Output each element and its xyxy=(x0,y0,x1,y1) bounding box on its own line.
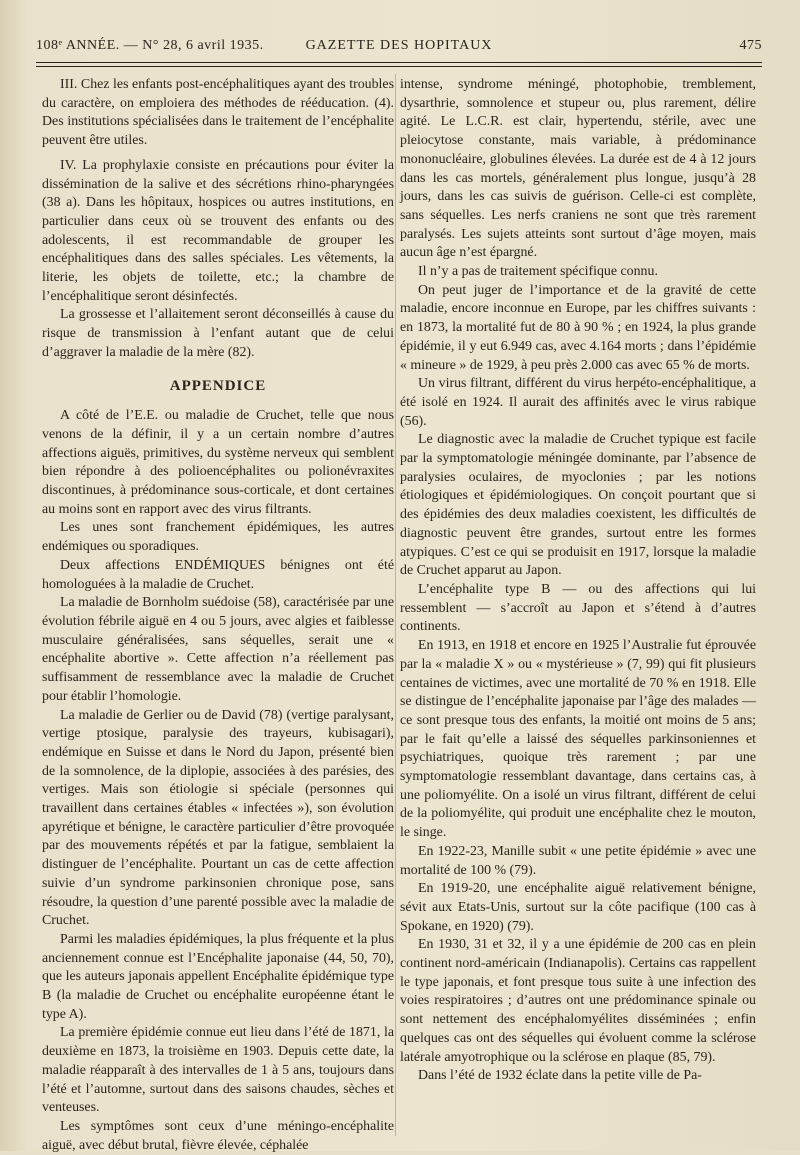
paragraph: En 1913, en 1918 et encore en 1925 l’Australie fut éprouvée par la « maladie X » ou « mystérieuse » (7, 99) qui fit plusieurs centaines de victimes, avec une mortalité de 70 % en 1918. Elle se distingue de l’encéphalite japonaise par l’âge des malades — ce sont presque tous des enfants, la moitié ont moins de 5 ans; par le fait qu’elle a laissé des séquelles parkinsoniennes et psychiatriques, quoique très rarement ; par une symptomatologie ressemblant davantage, dans certains cas, à une poliomyélite. On a isolé un virus filtrant, différent de celui de la poliomyélite, qui produit une encéphalite chez le mouton, le singe. xyxy=(400,638,756,841)
paragraph: III. Chez les enfants post-encéphalitiques ayant des troubles du caractère, on emploiera des méthodes de rééducation. (4). Des institutions spécialisées dans le traitement de l’encéphalite peuvent être utiles. xyxy=(42,77,394,149)
paragraph: La maladie de Bornholm suédoise (58), caractérisée par une évolution fébrile aiguë en 4 ou 5 jours, avec algies et faiblesse musculaire généralisées, sans séquelles, serait une « encéphalite abortive ». Cette affection n’a réellement pas suffisamment de ressemblance avec la maladie de Cruchet pour établir l’homologie. xyxy=(42,595,394,704)
paragraph: A côté de l’E.E. ou maladie de Cruchet, telle que nous venons de la définir, il y a un certain nombre d’autres affections aiguës, primitives, du système nerveux qui semblent bien répondre à des polioencéphalites ou polionévraxites discontinues, à prédominance sous-corticale, et dont certaines au moins sont en rapport avec des virus filtrants. xyxy=(42,408,394,517)
paragraph: L’encéphalite type B — ou des affections qui lui ressemblent — s’accroît au Japon et s’étend à d’autres continents. xyxy=(400,581,756,635)
section-heading: APPENDICE xyxy=(169,377,267,394)
right-column xyxy=(400,76,756,1086)
paragraph: En 1922-23, Manille subit « une petite épidémie » avec une mortalité de 100 % (79). xyxy=(400,843,756,878)
paragraph: Parmi les maladies épidémiques, la plus fréquente et la plus anciennement connue est l’Encéphalite japonaise (44, 50, 70), que les auteurs japonais appellent Encéphalite épidémique type B (la maladie de Cruchet ou encéphalite européenne étant le type A). xyxy=(42,931,394,1022)
paragraph: On peut juger de l’importance et de la gravité de cette maladie, encore inconnue en Europe, par les chiffres suivants : en 1873, la mortalité fut de 80 à 90 % ; en 1924, la plus grande épidémie, il y eut 6.949 cas, avec 4.164 morts ; dans l’épidémie « mineure » de 1929, à peu près 2.000 cas avec 65 % de morts. xyxy=(400,282,756,373)
journal-title: GAZETTE DES HOPITAUX xyxy=(305,38,493,53)
issue-info: 108ᵉ ANNÉE. — N° 28, 6 avril 1935. xyxy=(36,38,264,53)
paragraph: La grossesse et l’allaitement seront déconseillés à cause du risque de transmission à l’enfant autant que de celui d’aggraver la maladie de la mère (82). xyxy=(42,307,394,360)
paragraph: Il n’y a pas de traitement spécifique connu. xyxy=(418,264,658,280)
paragraph: En 1930, 31 et 32, il y a une épidémie de 200 cas en plein continent nord-américain (Indianapolis). Certains cas rappellent le type japonais, et font presque tous suite à une infection des voies respiratoires ; d’autres ont une prédominance spinale ou sont nettement des encéphalomyélites disséminées ; enfin quelques cas ont des séquelles qui évoluent comme la sclérose latérale amyotrophique ou la sclérose en plaque (85, 79). xyxy=(400,937,756,1065)
column-separator xyxy=(395,74,396,1136)
paragraph: La maladie de Gerlier ou de David (78) (vertige paralysant, vertige ptosique, paralysie des trayeurs, kubisagari), endémique en Suisse et dans le Nord du Japon, présenté bien de la somnolence, de la diplopie, associées à des parésies, des vertiges. Mais son étiologie si spéciale (personnes qui travaillent dans certaines étables « infectées »), son évolution apyrétique et bénigne, le caractère particulier d’être provoquée par des mouvements répétés et par la fatigue, semblaient la distinguer de l’encéphalite. Pourtant un cas de cette affection suivie d’un syndrome parkinsonien chronique pose, sans résoudre, la question d’une parenté possible avec la maladie de Cruchet. xyxy=(42,707,394,929)
paragraph: Les symptômes sont ceux d’une méningo-encéphalite aiguë, avec début brutal, fièvre élevée, céphalée xyxy=(42,1118,394,1153)
paragraph: IV. La prophylaxie consiste en précautions pour éviter la dissémination de la salive et des sécrétions rhino-pharyngées (38 a). Dans les hôpitaux, hospices ou autres institutions, en particulier dans ceux où se trouvent des enfants ou des adolescents, il est recommandable de grouper les encéphalitiques dans des salles spéciales. Les vêtements, la literie, les objets de toilette, etc.; la chambre de l’encéphalitique seront désinfectés. xyxy=(42,157,394,304)
paragraph: Dans l’été de 1932 éclate dans la petite ville de Pa- xyxy=(418,1068,702,1084)
running-head xyxy=(36,38,762,60)
paragraph: Le diagnostic avec la maladie de Cruchet typique est facile par la symptomatologie méningée dominante, par l’absence de paralysies oculaires, de myoclonies ; par les notions étiologiques et épidémiologiques. On conçoit pourtant que si des épidémies des deux maladies coexistent, les difficultés de diagnostic peuvent être grandes, surtout entre les formes atypiques. C’est ce qui se produisit en 1917, lorsque la maladie de Cruchet apparut au Japon. xyxy=(400,432,756,579)
left-column xyxy=(42,76,394,1155)
page-number: 475 xyxy=(739,38,762,53)
paragraph: La première épidémie connue eut lieu dans l’été de 1871, la deuxième en 1873, la troisième en 1903. Depuis cette date, la maladie réapparaît à des intervalles de 1 à 5 ans, toujours dans l’été et l’automne, surtout dans des saisons chaudes, sèches et venteuses. xyxy=(42,1025,394,1116)
paragraph: En 1919-20, une encéphalite aiguë relativement bénigne, sévit aux Etats-Unis, surtout sur la côte pacifique (100 cas à Spokane, en 1920) (79). xyxy=(400,881,756,934)
header-rule xyxy=(36,62,762,63)
header-rule-thin xyxy=(36,66,762,67)
paragraph: Les unes sont franchement épidémiques, les autres endémiques ou sporadiques. xyxy=(42,520,394,555)
paragraph: Un virus filtrant, différent du virus herpéto-encéphalitique, a été isolé en 1924. Il aurait des affinités avec le virus rabique (56). xyxy=(400,376,756,429)
paragraph: Deux affections ENDÉMIQUES bénignes ont été homologuées à la maladie de Cruchet. xyxy=(42,557,394,592)
paragraph: intense, syndrome méningé, photophobie, tremblement, dysarthrie, somnolence et stupeur ou, plus rarement, délire agité. Le L.C.R. est clair, hypertendu, stérile, avec une pleiocytose constante, mais variable, à prédominance mononucléaire, globulines élevées. La durée est de 4 à 12 jours dans les cas mortels, généralement plus longue, jusqu’à 28 jours, dans les cas suivis de guérison. Celle-ci est complète, sans séquelles. Les nerfs craniens ne sont que très rarement paralysés. Les sujets atteints sont surtout d’âge moyen, mais aucun âge n’est épargné. xyxy=(400,77,756,261)
